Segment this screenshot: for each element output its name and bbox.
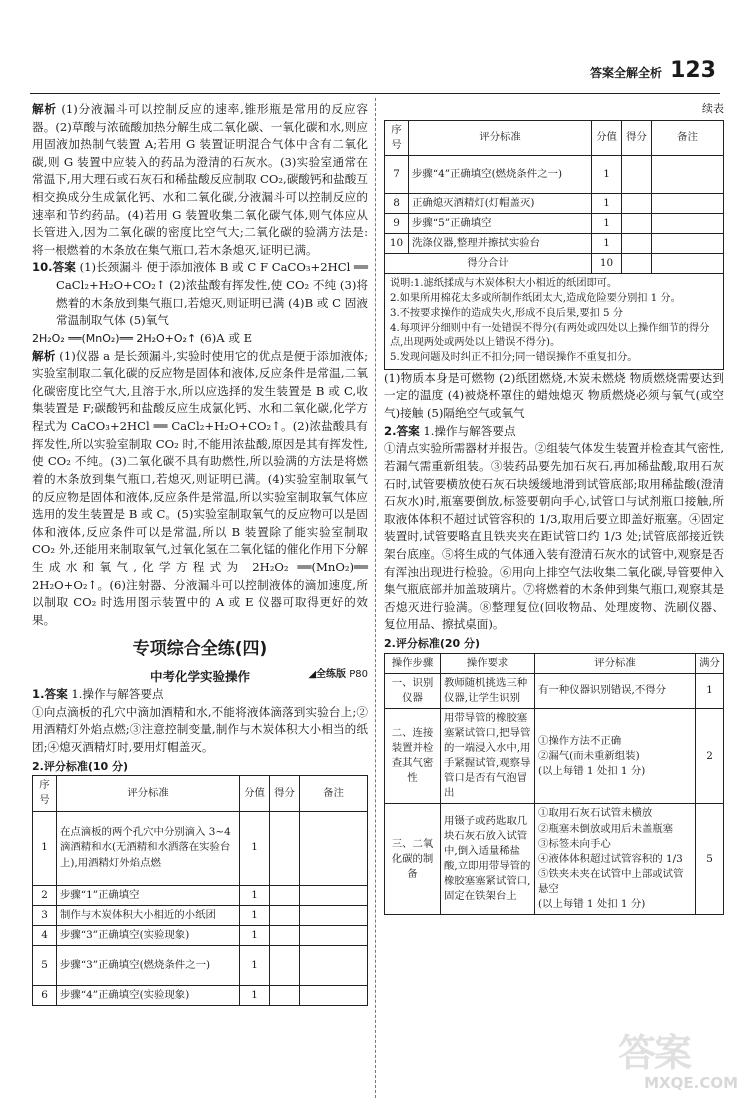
table-row: [33, 985, 368, 1005]
row-criteria: 在点滴板的两个孔穴中分别滴入 3~4 滴酒精和水(无酒精和水洒落在实验台上),用酒精灯外焰点燃: [57, 811, 240, 885]
row-points: 1: [240, 945, 270, 985]
row-criteria: 正确熄灭酒精灯(灯帽盖灭): [409, 193, 592, 213]
right-column: [384, 101, 724, 915]
row-score: [622, 155, 652, 193]
row-requirement: 教师随机挑选三种仪器,让学生识别: [441, 673, 535, 708]
column-divider: [375, 98, 376, 1098]
row-criteria: 步骤“1”正确填空: [57, 885, 240, 905]
row-number: 7: [385, 155, 409, 193]
row-criteria: 制作与木炭体积大小相近的小纸团: [57, 905, 240, 925]
q2-operation-points: ①清点实验所需器材并报告。②组装气体发生装置并检查其气密性,若漏气需重新组装。③装药品要先加石灰石,再加稀盐酸,取用石灰石时,试管要横放使石灰石块缓缓地滑到试管底部;取用稀盐酸(澄清石灰水)时,瓶塞要倒放,标签要朝向手心,试管口与试剂瓶口接触,所取液体体积不超过试管容积的 1/3,取用后要立即盖好瓶塞。④固定装置时,试管要略直且铁夹夹在距试管口约 1/3 处;试管底部接近铁架台底座。⑤将生成的气体通入装有澄清石灰水的试管中,观察是否有浑浊出现进行检验。⑥用向上排空气法收集二氧化碳,导管要伸入集气瓶底部并加盖玻璃片。⑦将燃着的木条伸到集气瓶口,观察其是否熄灭进行验满。⑧整理复位(回收物品、处理废物、洗刷仪器、复位用品、擦拭桌面)。: [384, 441, 724, 632]
question-number: 1.: [32, 687, 45, 702]
row-step: 一、识别仪器: [385, 673, 441, 708]
row-score: [270, 925, 300, 945]
page-number: 123: [670, 58, 716, 83]
table-row: [33, 905, 368, 925]
row-points: 1: [240, 885, 270, 905]
table-header-row: [385, 120, 724, 155]
answer-tag: 答案: [44, 687, 68, 702]
site-watermark: [618, 1031, 738, 1100]
analysis-tag: 解析: [32, 102, 57, 116]
row-points: 1: [592, 234, 622, 254]
section-title: 专项综合全练(四): [132, 639, 268, 660]
row-points: 1: [592, 193, 622, 213]
row-remarks: [300, 925, 368, 945]
table-row: [33, 885, 368, 905]
header-criteria: 评分标准: [535, 653, 696, 673]
row-number: 9: [385, 213, 409, 233]
table-row: [385, 804, 724, 915]
header-remarks: 备注: [652, 120, 724, 155]
table-row: [33, 925, 368, 945]
header-full-score: 满分: [696, 653, 724, 673]
row-number: 2: [33, 885, 57, 905]
answer-text-part2: (6)A 或 E: [199, 330, 253, 345]
subsection-title: 中考化学实验操作: [149, 669, 250, 685]
row-remarks: [652, 213, 724, 233]
row-criteria: 步骤“3”正确填空(燃烧条件之一): [57, 945, 240, 985]
row-points: 1: [240, 985, 270, 1005]
answer-subheading: 1.操作与解答要点: [423, 423, 516, 438]
table-header-row: [385, 653, 724, 673]
header-criteria: 评分标准: [57, 776, 240, 811]
row-number: 10: [385, 234, 409, 254]
table-row: [33, 811, 368, 885]
row-points: 1: [592, 155, 622, 193]
chemical-equation: 2H₂O₂ ══(MnO₂)══ 2H₂O+O₂↑: [32, 331, 197, 345]
header-score: 得分: [622, 120, 652, 155]
table-row: [385, 234, 724, 254]
workbook-reference: [308, 667, 368, 682]
total-value: 10: [592, 254, 622, 274]
table-row: [385, 673, 724, 708]
row-remarks: [652, 193, 724, 213]
row-full-score: 5: [696, 804, 724, 915]
row-points: 1: [592, 213, 622, 233]
row-remarks: [300, 945, 368, 985]
row-full-score: 2: [696, 708, 724, 803]
answer-tag: 答案: [52, 260, 76, 275]
total-row: [385, 254, 724, 274]
q9-analysis: [32, 101, 368, 259]
row-remarks: [300, 885, 368, 905]
table-row: [33, 945, 368, 985]
row-remarks: [652, 155, 724, 193]
row-score: [622, 213, 652, 233]
header-criteria: 评分标准: [409, 120, 592, 155]
row-score: [270, 905, 300, 925]
workbook-page: P80: [349, 669, 368, 681]
row-criteria: ①操作方法不正确 ②漏气(而未重新组装) (以上每错 1 处扣 1 分): [535, 708, 696, 803]
row-points: 1: [240, 905, 270, 925]
watermark-url: MXQE.COM: [644, 1074, 738, 1092]
q10-answer: [32, 259, 368, 329]
row-number: 8: [385, 193, 409, 213]
row-remarks: [300, 811, 368, 885]
total-label: 得分合计: [385, 254, 592, 274]
header-score: 得分: [270, 776, 300, 811]
row-number: 6: [33, 985, 57, 1005]
arrow-icon: ◢: [308, 669, 317, 681]
row-criteria: 步骤“4”正确填空(燃烧条件之一): [409, 155, 592, 193]
q10-equation-line: [32, 330, 368, 348]
row-number: 3: [33, 905, 57, 925]
workbook-label: 全练版: [316, 669, 347, 681]
row-criteria: 步骤“3”正确填空(实验现象): [57, 925, 240, 945]
row-criteria: 洗涤仪器,整理并擦拭实验台: [409, 234, 592, 254]
question-number: 10.: [32, 260, 53, 275]
left-column: [32, 101, 368, 1006]
row-step: 二、连接装置并检查其气密性: [385, 708, 441, 803]
row-number: 4: [33, 925, 57, 945]
scoring-table-2: [384, 653, 724, 915]
row-points: 1: [240, 925, 270, 945]
scoring-notes: [384, 274, 724, 370]
question-number: 2.: [384, 423, 397, 438]
row-remarks: [300, 905, 368, 925]
answer-tag: 答案: [396, 423, 420, 438]
header-points: 分值: [240, 776, 270, 811]
continued-label: 续表: [702, 102, 724, 115]
row-remarks: [652, 234, 724, 254]
row-criteria: 步骤“5”正确填空: [409, 213, 592, 233]
row-criteria: 有一种仪器识别错误,不得分: [535, 673, 696, 708]
subsection-header: [32, 667, 368, 686]
q1-answer: [32, 686, 368, 704]
row-score: [270, 885, 300, 905]
table-row: [385, 155, 724, 193]
row-criteria: ①取用石灰石试管未横放 ②瓶塞未倒放或用后未盖瓶塞 ③标签未向手心 ④液体体积超过试管容积的 1/3 ⑤铁夹未夹在试管中上部或试管悬空 (以上每错 1 处扣 1 分): [535, 804, 696, 915]
row-step: 三、二氧化碳的制备: [385, 804, 441, 915]
note-item: 4.每项评分细则中有一处错误不得分(有两处或四处以上操作细节的得分点,出现两处或两处以上错误不得分)。: [390, 322, 710, 349]
scoring-heading: 2.评分标准(20 分): [384, 637, 481, 651]
note-item: 说明:1.滤纸揉成与木炭体积大小相近的纸团即可。: [390, 278, 618, 290]
table-row: [385, 193, 724, 213]
row-score: [622, 193, 652, 213]
q1-operation-points: ①向点滴板的孔穴中滴加酒精和水,不能将液体滴落到实验台上;②用酒精灯外焰点燃;③注意控制变量,制作与木炭体积大小相当的纸团;④熄灭酒精灯时,要用灯帽盖灭。: [32, 704, 368, 755]
analysis-text: (1)仪器 a 是长颈漏斗,实验时使用它的优点是便于添加液体;实验室制取二氧化碳的反应物是固体和液体,反应条件是常温,二氧化碳密度比空气大,且溶于水,所以应选择的发生装置是 B 或 C,收集装置是 F;碳酸钙和盐酸反应生成氯化钙、水和二氧化碳,化学方程式为 CaCO₃+2HCl ══ CaCl₂+H₂O+CO₂↑。(2)浓盐酸具有挥发性,所以实验室制取 CO₂ 时,不能用浓盐酸,原因是其有挥发性,使 CO₂ 不纯。(3)二氧化碳不具有助燃性,所以验满的方法是将燃着的木条放到集气瓶口,若熄灭,则证明已满。(4)实验室制取氧气的反应物是固体和液体,反应条件是常温,所以实验室制取氧气体应选用的发生装置是 B 或 C。(5)实验室制取氧气的反应物可以是固体和液体,反应条件可以是常温,所以 B 装置除了能实验室制取 CO₂ 外,还能用来制取氧气,过氧化氢在二氧化锰的催化作用下分解生成水和氧气,化学方程式为 2H₂O₂ ══(MnO₂)══ 2H₂O+O₂↑。(6)注射器、分液漏斗可以控制液体的滴加速度,所以制取 CO₂ 时选用图示装置中的 A 或 E 仪器可取得更好的效果。: [32, 348, 368, 627]
header-no: 序号: [33, 776, 57, 811]
total-score: [622, 254, 652, 274]
header-step: 操作步骤: [385, 653, 441, 673]
answer-subheading: 1.操作与解答要点: [71, 687, 164, 702]
row-number: 5: [33, 945, 57, 985]
note-item: 3.不按要求操作的造成失火,形成不良后果,要扣 5 分: [390, 307, 623, 319]
table-row: [385, 708, 724, 803]
header-no: 序号: [385, 120, 409, 155]
scoring-heading: 2.评分标准(10 分): [32, 759, 129, 773]
header-remarks: 备注: [300, 776, 368, 811]
row-score: [270, 945, 300, 985]
q10-analysis: [32, 348, 368, 630]
row-requirement: 用镊子或药匙取几块石灰石放入试管中,倒入适量稀盐酸,立即用带导管的橡胶塞塞紧试管口,固定在铁架台上: [441, 804, 535, 915]
answer-text-part1: (1)长颈漏斗 便于添加液体 B 或 C F CaCO₃+2HCl ══ CaCl₂+H₂O+CO₂↑ (2)浓盐酸有挥发性,使 CO₂ 不纯 (3)将燃着的木条放到集气瓶口,若熄灭,则证明已满 (4)B 或 C 固液常温制取气体 (5)氧气: [56, 260, 368, 328]
row-requirement: 用带导管的橡胶塞塞紧试管口,把导管的一端浸入水中,用手紧握试管,观察导管口是否有气泡冒出: [441, 708, 535, 803]
q1-answer-text: (1)物质本身是可燃物 (2)纸团燃烧,木炭未燃烧 物质燃烧需要达到一定的温度 (4)被烧杯罩住的蜡烛熄灭 物质燃烧必须与氧气(或空气)接触 (5)隔绝空气或氧气: [384, 370, 724, 421]
analysis-text: (1)分液漏斗可以控制反应的速率,锥形瓶是常用的反应容器。(2)草酸与浓硫酸加热分解生成二氧化碳、一氧化碳和水,则应用固液加热制气装置 A;若用 G 装置证明混合气体中含有二氧化碳,则 G 装置中应装入的药品为澄清的石灰水。(3)实验室通常在常温下,用大理石或石灰石和稀盐酸反应制取 CO₂,碳酸钙和盐酸互相交换成分生成氯化钙、水和二氧化碳,分液漏斗可以控制反应的速率和节约药品。(4)若用 G 装置收集二氧化碳气体,则气体应从长管进入,因为二氧化碳的密度比空气大;二氧化碳的验满方法是:将一根燃着的木条放在集气瓶口,若木条熄灭,证明已满。: [32, 102, 368, 257]
q2-answer: [384, 423, 724, 441]
header-requirement: 操作要求: [441, 653, 535, 673]
watermark-logo-text: 答案: [618, 1031, 691, 1075]
note-item: 2.如果所用棉花太多或所制作纸团太大,造成危险要分别扣 1 分。: [390, 292, 681, 304]
row-remarks: [300, 985, 368, 1005]
table-header-row: [33, 776, 368, 811]
page-header: [590, 54, 716, 87]
row-number: 1: [33, 811, 57, 885]
table-row: [385, 213, 724, 233]
row-score: [622, 234, 652, 254]
analysis-tag: 解析: [32, 348, 56, 363]
row-score: [270, 811, 300, 885]
total-remarks: [652, 254, 724, 274]
scoring-table-1: [32, 775, 368, 1005]
row-score: [270, 985, 300, 1005]
header-rule: [30, 93, 720, 94]
header-label: 答案全解全析: [590, 66, 663, 80]
scoring-table-1-continued: [384, 120, 724, 274]
row-points: 1: [240, 811, 270, 885]
row-criteria: 步骤“4”正确填空(实验现象): [57, 985, 240, 1005]
header-points: 分值: [592, 120, 622, 155]
note-item: 5.发现问题及时纠正不扣分;同一错误操作不重复扣分。: [390, 352, 638, 364]
row-full-score: 1: [696, 673, 724, 708]
